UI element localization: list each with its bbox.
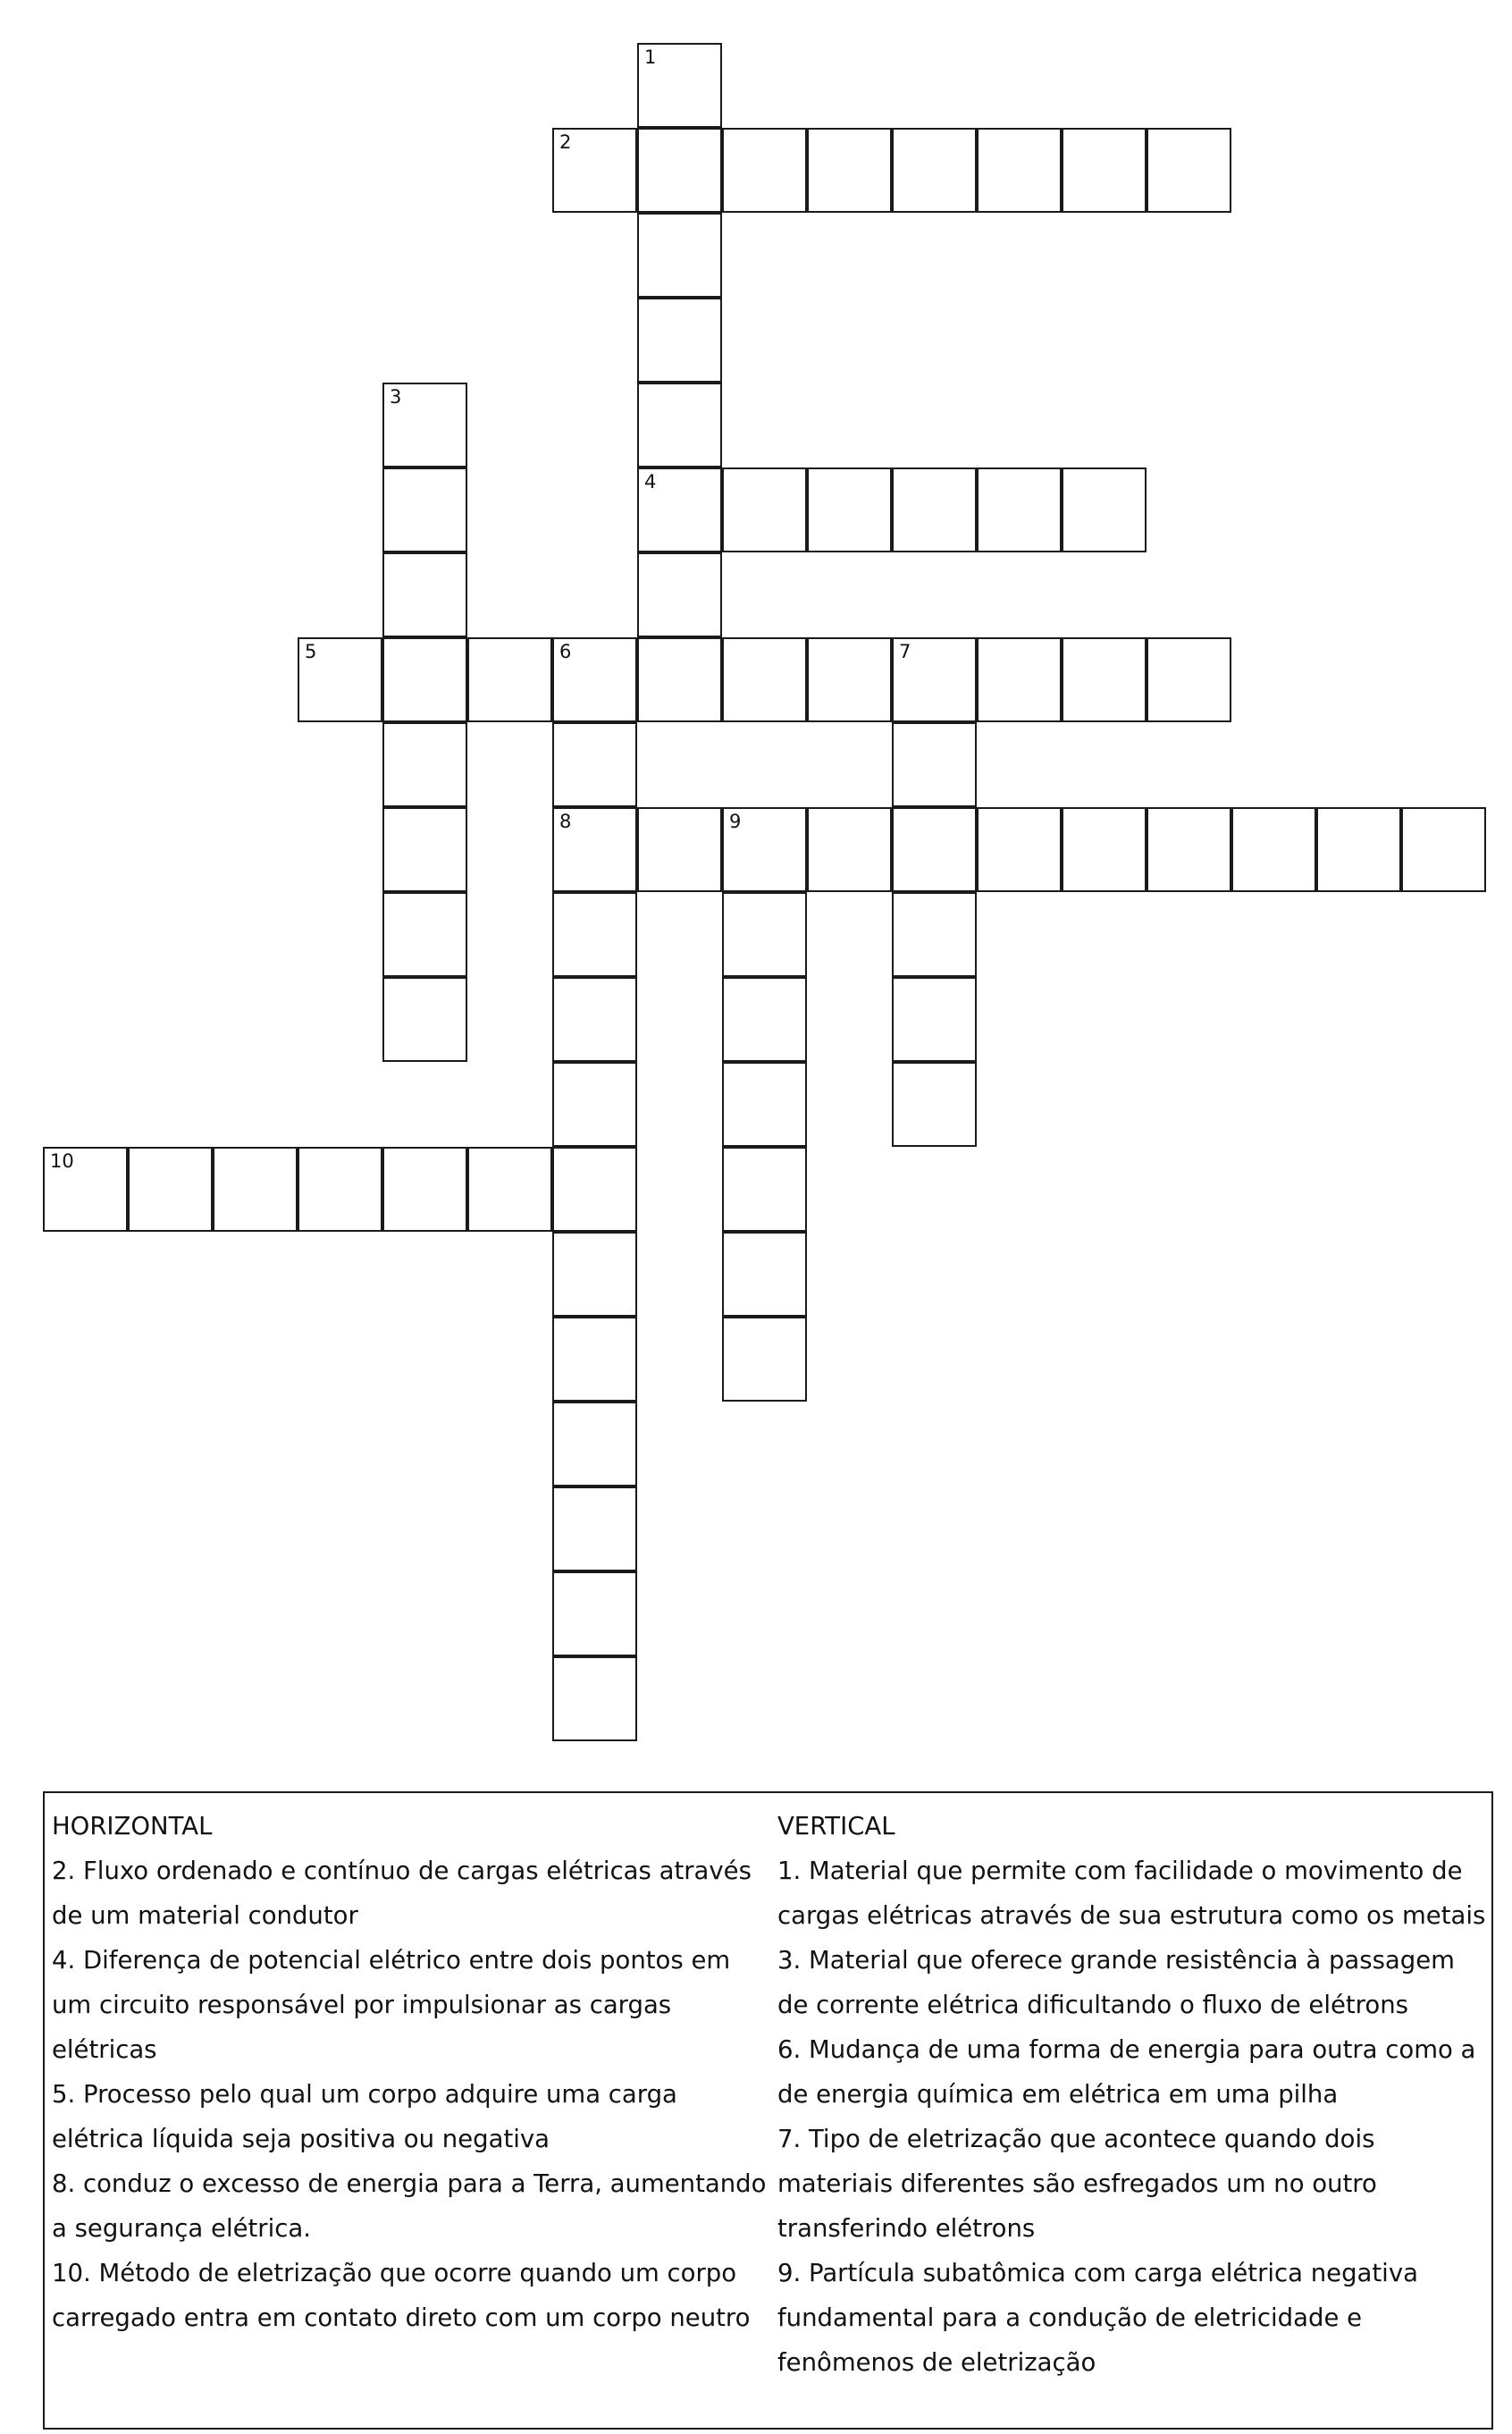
crossword-cell[interactable] [807,467,892,552]
crossword-cell[interactable] [552,1487,637,1571]
crossword-cell[interactable] [552,722,637,807]
crossword-cell[interactable] [722,1232,807,1317]
crossword-cell[interactable] [637,43,722,128]
crossword-cell[interactable] [722,637,807,722]
crossword-cell[interactable] [722,1317,807,1402]
crossword-cell[interactable] [722,467,807,552]
crossword-cell[interactable] [637,213,722,298]
crossword-cell[interactable] [552,1656,637,1741]
crossword-cell[interactable] [892,467,977,552]
vertical-title: VERTICAL [777,1812,895,1840]
clue-number: 9 [729,811,742,832]
crossword-cell[interactable] [892,637,977,722]
crossword-cell[interactable] [552,807,637,892]
crossword-cell[interactable] [298,637,382,722]
crossword-cell[interactable] [1147,637,1231,722]
crossword-cell[interactable] [552,637,637,722]
vertical-clue: 6. Mudança de uma forma de energia para outra como a de energia química em elétrica em uma pilha [777,2035,1476,2109]
horizontal-title: HORIZONTAL [52,1812,213,1840]
horizontal-clue: 10. Método de eletrização que ocorre quando um corpo carregado entra em contato direto com um corpo neutro [52,2259,751,2332]
vertical-clue: 3. Material que oferece grande resistência à passagem de corrente elétrica dificultando o fluxo de elétrons [777,1946,1455,2019]
crossword-cell[interactable] [637,467,722,552]
crossword-cell[interactable] [1401,807,1486,892]
crossword-cell[interactable] [382,892,467,977]
crossword-cell[interactable] [1147,128,1231,213]
crossword-cell[interactable] [1231,807,1316,892]
horizontal-clue: 8. conduz o excesso de energia para a Terra, aumentando a segurança elétrica. [52,2169,767,2243]
crossword-cell[interactable] [637,128,722,213]
crossword-cell[interactable] [128,1147,213,1232]
crossword-cell[interactable] [977,467,1062,552]
clue-number: 1 [644,46,657,68]
crossword-cell[interactable] [1062,467,1147,552]
crossword-cell[interactable] [637,637,722,722]
crossword-cell[interactable] [637,807,722,892]
crossword-cell[interactable] [977,637,1062,722]
crossword-cell[interactable] [43,1147,128,1232]
crossword-cell[interactable] [807,128,892,213]
crossword-cell[interactable] [552,1402,637,1487]
crossword-cell[interactable] [382,383,467,467]
crossword-cell[interactable] [722,977,807,1062]
crossword-cell[interactable] [552,1147,637,1232]
crossword-cell[interactable] [467,637,552,722]
clue-number: 3 [390,386,402,408]
crossword-cell[interactable] [298,1147,382,1232]
clue-number: 6 [559,641,572,662]
clue-number: 5 [305,641,317,662]
crossword-cell[interactable] [807,637,892,722]
crossword-cell[interactable] [722,807,807,892]
clue-number: 2 [559,131,572,153]
crossword-cell[interactable] [892,722,977,807]
crossword-cell[interactable] [722,128,807,213]
crossword-cell[interactable] [637,383,722,467]
horizontal-clue: 4. Diferença de potencial elétrico entre dois pontos em um circuito responsável por impulsionar as cargas elétricas [52,1946,731,2064]
crossword-cell[interactable] [1147,807,1231,892]
crossword-cell[interactable] [892,128,977,213]
crossword-cell[interactable] [892,807,977,892]
crossword-cell[interactable] [382,1147,467,1232]
crossword-cell[interactable] [722,892,807,977]
crossword-cell[interactable] [722,1062,807,1147]
crossword-cell[interactable] [552,1317,637,1402]
vertical-clues [777,1804,1492,2385]
crossword-cell[interactable] [637,298,722,383]
clue-number: 7 [899,641,911,662]
vertical-clue: 1. Material que permite com facilidade o movimento de cargas elétricas através de sua estrutura como os metais [777,1857,1486,1930]
clue-number: 8 [559,811,572,832]
crossword-cell[interactable] [382,637,467,722]
crossword-cell[interactable] [1062,637,1147,722]
crossword-cell[interactable] [213,1147,298,1232]
clue-number: 10 [50,1150,74,1172]
crossword-cell[interactable] [382,467,467,552]
crossword-cell[interactable] [892,977,977,1062]
clues-box [43,1791,1493,2430]
crossword-cell[interactable] [382,807,467,892]
crossword-cell[interactable] [807,807,892,892]
clue-number: 4 [644,471,657,493]
vertical-clue: 9. Partícula subatômica com carga elétrica negativa fundamental para a condução de eletricidade e fenômenos de eletrização [777,2259,1418,2377]
crossword-cell[interactable] [552,892,637,977]
horizontal-clue: 2. Fluxo ordenado e contínuo de cargas elétricas através de um material condutor [52,1857,752,1930]
crossword-cell[interactable] [892,892,977,977]
crossword-cell[interactable] [1062,128,1147,213]
crossword-cell[interactable] [382,722,467,807]
crossword-cell[interactable] [637,552,722,637]
crossword-cell[interactable] [552,1062,637,1147]
crossword-cell[interactable] [977,128,1062,213]
crossword-cell[interactable] [467,1147,552,1232]
vertical-clue: 7. Tipo de eletrização que acontece quando dois materiais diferentes são esfregados um no outro transferindo elétrons [777,2125,1377,2243]
horizontal-clue: 5. Processo pelo qual um corpo adquire uma carga elétrica líquida seja positiva ou negativa [52,2080,677,2153]
crossword-cell[interactable] [382,977,467,1062]
crossword-cell[interactable] [552,1232,637,1317]
crossword-cell[interactable] [892,1062,977,1147]
crossword-cell[interactable] [552,1571,637,1656]
crossword-cell[interactable] [552,128,637,213]
horizontal-clues [52,1804,776,2340]
crossword-cell[interactable] [977,807,1062,892]
crossword-cell[interactable] [552,977,637,1062]
crossword-cell[interactable] [1316,807,1401,892]
crossword-cell[interactable] [722,1147,807,1232]
crossword-cell[interactable] [1062,807,1147,892]
crossword-cell[interactable] [382,552,467,637]
